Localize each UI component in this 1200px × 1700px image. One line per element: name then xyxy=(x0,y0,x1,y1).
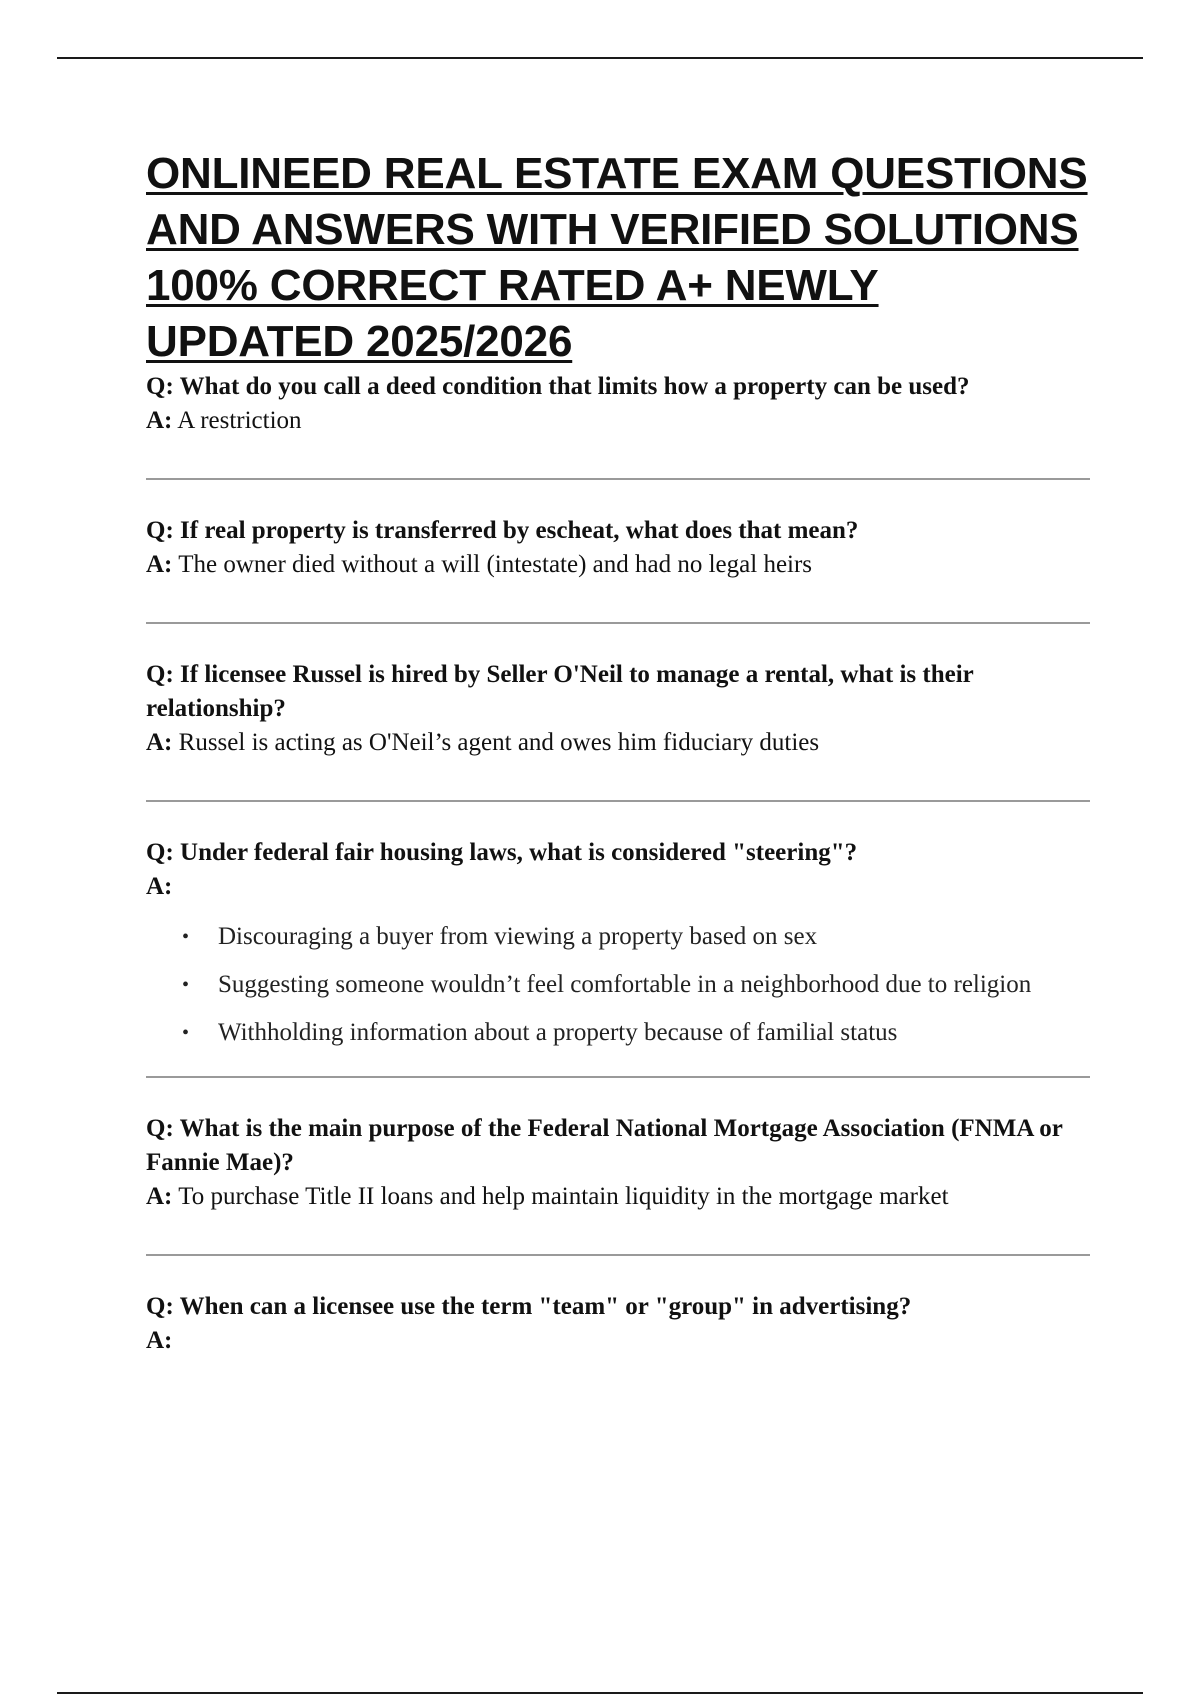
qa-item xyxy=(146,836,1090,1050)
answer-prefix: A: xyxy=(146,1327,173,1354)
answer-prefix: A: xyxy=(146,873,173,900)
answer-text: To purchase Title II loans and help maintain liquidity in the mortgage market xyxy=(178,1183,949,1210)
question-text: What do you call a deed condition that limits how a property can be used? xyxy=(179,373,970,400)
divider xyxy=(146,1254,1090,1256)
question-text: When can a licensee use the term "team" or "group" in advertising? xyxy=(179,1293,912,1320)
question xyxy=(146,658,1090,726)
answer xyxy=(146,548,1090,582)
question-prefix: Q: xyxy=(146,373,174,400)
top-page-rule xyxy=(57,57,1143,59)
question xyxy=(146,514,1090,548)
question xyxy=(146,1290,1090,1324)
answer xyxy=(146,726,1090,760)
answer xyxy=(146,870,1090,904)
question-prefix: Q: xyxy=(146,1115,174,1142)
divider xyxy=(146,622,1090,624)
question xyxy=(146,836,1090,870)
answer xyxy=(146,1324,1090,1358)
qa-item xyxy=(146,1112,1090,1214)
question-text: If licensee Russel is hired by Seller O'Neil to manage a rental, what is their relationship? xyxy=(146,661,974,722)
bottom-page-rule xyxy=(57,1692,1143,1694)
list-item: • Suggesting someone wouldn’t feel comfortable in a neighborhood due to religion xyxy=(218,968,1090,1002)
divider xyxy=(146,1076,1090,1078)
answer xyxy=(146,1180,1090,1214)
qa-item xyxy=(146,370,1090,438)
question xyxy=(146,1112,1090,1180)
question-text: Under federal fair housing laws, what is considered "steering"? xyxy=(180,839,858,866)
answer xyxy=(146,404,1090,438)
answer-prefix: A: xyxy=(146,729,173,756)
document-title: ONLINEED REAL ESTATE EXAM QUESTIONS AND ANSWERS WITH VERIFIED SOLUTIONS 100% CORRECT RATED A+ NEWLY UPDATED 2025/2026 xyxy=(146,149,1088,366)
qa-item xyxy=(146,1290,1090,1358)
document-body xyxy=(146,146,1090,1358)
question-prefix: Q: xyxy=(146,839,174,866)
answer-text: Russel is acting as O'Neil’s agent and owes him fiduciary duties xyxy=(178,729,820,756)
answer-text: A restriction xyxy=(177,407,302,434)
answer-text: The owner died without a will (intestate) and had no legal heirs xyxy=(178,551,813,578)
answer-list xyxy=(146,920,1090,1050)
qa-item xyxy=(146,514,1090,582)
list-item: • Withholding information about a property because of familial status xyxy=(218,1016,1090,1050)
answer-prefix: A: xyxy=(146,407,173,434)
divider xyxy=(146,478,1090,480)
question-text: What is the main purpose of the Federal National Mortgage Association (FNMA or Fannie Mae)? xyxy=(146,1115,1063,1176)
list-item: • Discouraging a buyer from viewing a property based on sex xyxy=(218,920,1090,954)
question-prefix: Q: xyxy=(146,1293,174,1320)
question-text: If real property is transferred by escheat, what does that mean? xyxy=(180,517,859,544)
question-prefix: Q: xyxy=(146,661,174,688)
question-prefix: Q: xyxy=(146,517,174,544)
qa-item xyxy=(146,658,1090,760)
divider xyxy=(146,800,1090,802)
answer-prefix: A: xyxy=(146,1183,173,1210)
question xyxy=(146,370,1090,404)
answer-prefix: A: xyxy=(146,551,173,578)
